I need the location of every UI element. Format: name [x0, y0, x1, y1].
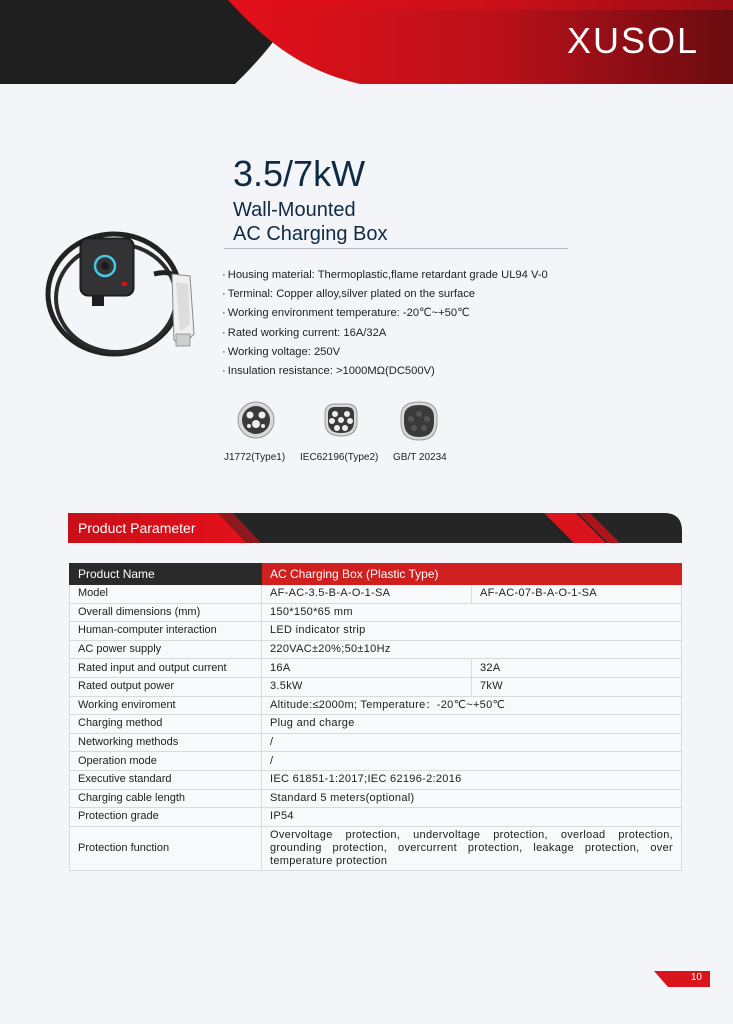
table-row — [70, 585, 682, 604]
row-value: 150*150*65 mm — [262, 603, 682, 622]
j1772-label: J1772(Type1) — [224, 452, 286, 463]
table-row — [70, 696, 682, 715]
row-value: / — [262, 733, 682, 752]
power-rating-title: 3.5/7kW — [233, 153, 366, 194]
feature-temperature: · Working environment temperature: -20℃~+50℃ — [222, 304, 602, 323]
j1772-connector-icon — [236, 400, 276, 440]
section-title: Product Parameter — [78, 520, 196, 536]
table-row — [70, 770, 682, 789]
row-label: Rated output power — [70, 677, 262, 696]
page-number-wrap — [654, 971, 710, 987]
row-value: IEC 61851-1:2017;IEC 62196-2:2016 — [262, 770, 682, 789]
subtitle-line-2: AC Charging Box — [233, 223, 388, 245]
page-number: 10 — [690, 972, 702, 983]
gbt-label: GB/T 20234 — [393, 452, 447, 463]
feature-list — [222, 266, 602, 381]
table-row — [70, 826, 682, 870]
row-value: 16A — [262, 659, 472, 678]
table-row — [70, 733, 682, 752]
row-label: Overall dimensions (mm) — [70, 603, 262, 622]
row-label: Protection grade — [70, 808, 262, 827]
gbt-connector-icon — [397, 400, 441, 442]
row-value: / — [262, 752, 682, 771]
row-label: Charging method — [70, 715, 262, 734]
feature-insulation: · Insulation resistance: >1000MΩ(DC500V) — [222, 362, 602, 381]
row-value: IP54 — [262, 808, 682, 827]
row-label: Rated input and output current — [70, 659, 262, 678]
feature-housing: · Housing material: Thermoplastic,flame retardant grade UL94 V-0 — [222, 266, 602, 285]
row-value: 7kW — [472, 677, 682, 696]
row-value: Overvoltage protection, undervoltage protection, overload protection, grounding protection, overcurrent protection, leakage protection, over temperature protection — [262, 826, 682, 870]
row-label: Charging cable length — [70, 789, 262, 808]
table-header-row — [70, 564, 682, 585]
table-row — [70, 640, 682, 659]
row-value: Standard 5 meters(optional) — [262, 789, 682, 808]
table-row — [70, 808, 682, 827]
row-value: 3.5kW — [262, 677, 472, 696]
table-row — [70, 677, 682, 696]
table-row — [70, 789, 682, 808]
row-label: Model — [70, 585, 262, 604]
row-value: Altitude:≤2000m; Temperature：-20℃~+50℃ — [262, 696, 682, 715]
table-row — [70, 752, 682, 771]
spec-table — [69, 563, 682, 871]
type2-label: IEC62196(Type2) — [300, 452, 379, 463]
subtitle-line-1: Wall-Mounted — [233, 199, 356, 221]
table-row — [70, 715, 682, 734]
row-label: Human-computer interaction — [70, 622, 262, 641]
row-label: Executive standard — [70, 770, 262, 789]
row-label: Protection function — [70, 826, 262, 870]
header-label: Product Name — [70, 564, 262, 585]
row-value: 32A — [472, 659, 682, 678]
feature-terminal: · Terminal: Copper alloy,silver plated on the surface — [222, 285, 602, 304]
row-value: AF-AC-3.5-B-A-O-1-SA — [262, 585, 472, 604]
charging-box-image — [44, 214, 204, 374]
feature-voltage: · Working voltage: 250V — [222, 343, 602, 362]
title-block — [233, 150, 568, 246]
table-row — [70, 659, 682, 678]
row-label: Working enviroment — [70, 696, 262, 715]
row-value: AF-AC-07-B-A-O-1-SA — [472, 585, 682, 604]
table-row — [70, 622, 682, 641]
header-value: AC Charging Box (Plastic Type) — [262, 564, 682, 585]
type2-connector-icon — [321, 400, 361, 440]
row-label: AC power supply — [70, 640, 262, 659]
row-label: Networking methods — [70, 733, 262, 752]
row-value: Plug and charge — [262, 715, 682, 734]
row-label: Operation mode — [70, 752, 262, 771]
feature-current: · Rated working current: 16A/32A — [222, 324, 602, 343]
table-row — [70, 603, 682, 622]
row-value: LED indicator strip — [262, 622, 682, 641]
connector-types — [222, 400, 462, 464]
title-divider — [224, 248, 568, 249]
brand-logo: XUSOL — [566, 20, 699, 61]
row-value: 220VAC±20%;50±10Hz — [262, 640, 682, 659]
